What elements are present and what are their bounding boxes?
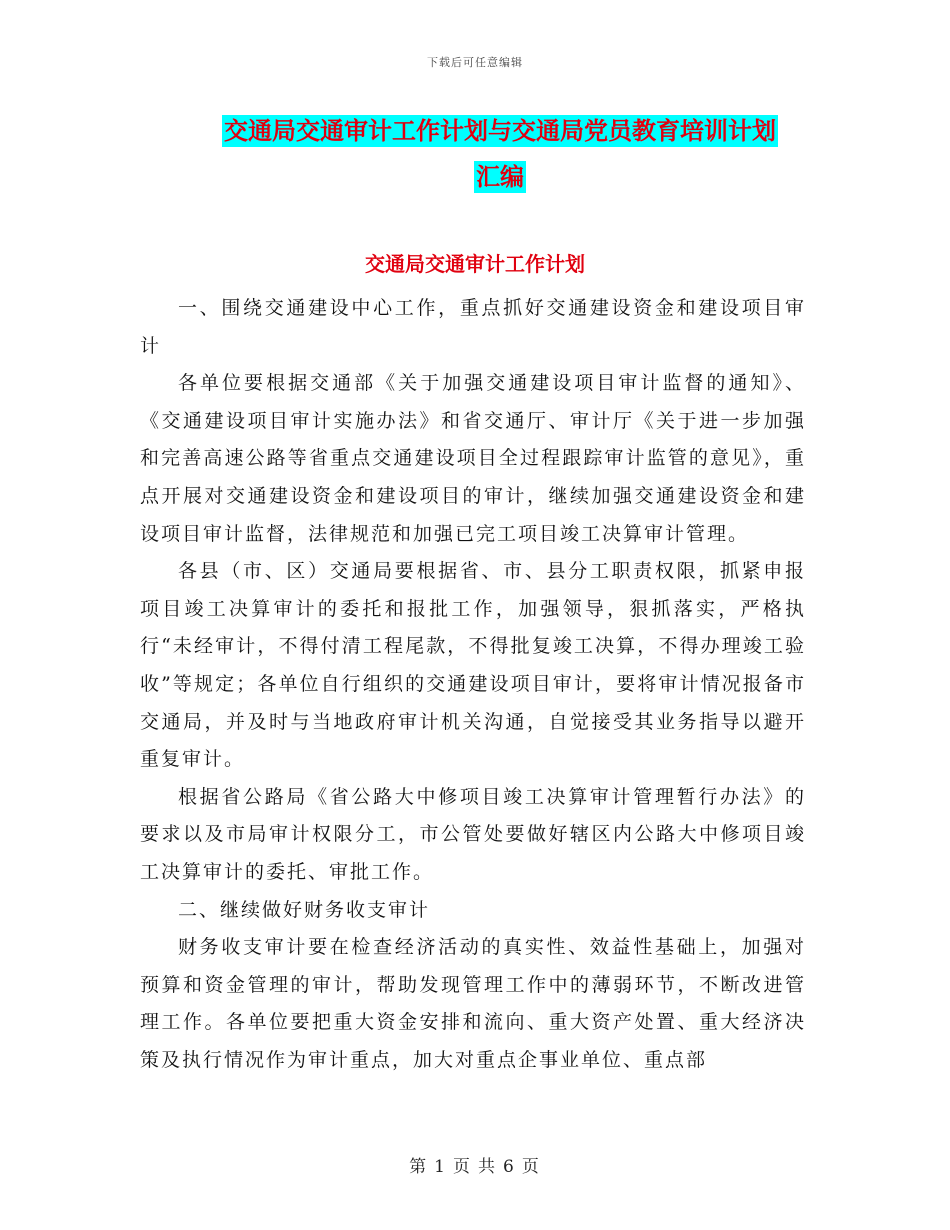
paragraph: 各单位要根据交通部《关于加强交通建设项目审计监督的通知》、《交通建设项目审计实施办法》和省交通厅、审计厅《关于进一步加强和完善高速公路等省重点交通建设项目全过程跟踪审计监管的意见》，重点开展对交通建设资金和建设项目的审计，继续加强交通建设资金和建设项目审计监督，法律规范和加强已完工项目竣工决算审计管理。	[140, 372, 806, 545]
footer-suffix: 页	[521, 1157, 541, 1177]
footer-current-page: 1	[434, 1157, 447, 1177]
paragraph-heading-1: 一、围绕交通建设中心工作，重点抓好交通建设资金和建设项目审计	[140, 297, 806, 357]
document-title-line1: 交通局交通审计工作计划与交通局党员教育培训计划	[224, 117, 776, 145]
document-title	[190, 108, 810, 200]
footer-prefix: 第	[409, 1157, 429, 1177]
header-note: 下载后可任意编辑	[427, 56, 523, 69]
paragraph: 根据省公路局《省公路大中修项目竣工决算审计管理暂行办法》的要求以及市局审计权限分工，市公管处要做好辖区内公路大中修项目竣工决算审计的委托、审批工作。	[140, 785, 806, 883]
footer-total-word: 共	[478, 1157, 497, 1177]
paragraph-heading-2: 二、继续做好财务收支审计	[178, 898, 431, 921]
paragraph: 财务收支审计要在检查经济活动的真实性、效益性基础上，加强对预算和资金管理的审计，帮助发现管理工作中的薄弱环节，不断改进管理工作。各单位要把重大资金安排和流向、重大资产处置、重大经济决策及执行情况作为审计重点，加大对重点企事业单位、重点部	[140, 936, 806, 1071]
footer-total-pages: 6	[503, 1157, 516, 1177]
document-title-line2: 汇编	[476, 163, 524, 191]
footer-page-word: 页	[453, 1157, 472, 1177]
document-body	[140, 290, 806, 1079]
section-title: 交通局交通审计工作计划	[365, 252, 585, 276]
paragraph: 各县（市、区）交通局要根据省、市、县分工职责权限，抓紧申报项目竣工决算审计的委托和报批工作，加强领导，狠抓落实，严格执行“未经审计，不得付清工程尾款，不得批复竣工决算，不得办理竣工验收”等规定；各单位自行组织的交通建设项目审计，要将审计情况报备市交通局，并及时与当地政府审计机关沟通，自觉接受其业务指导以避开重复审计。	[140, 560, 806, 771]
page-footer	[0, 1152, 950, 1177]
